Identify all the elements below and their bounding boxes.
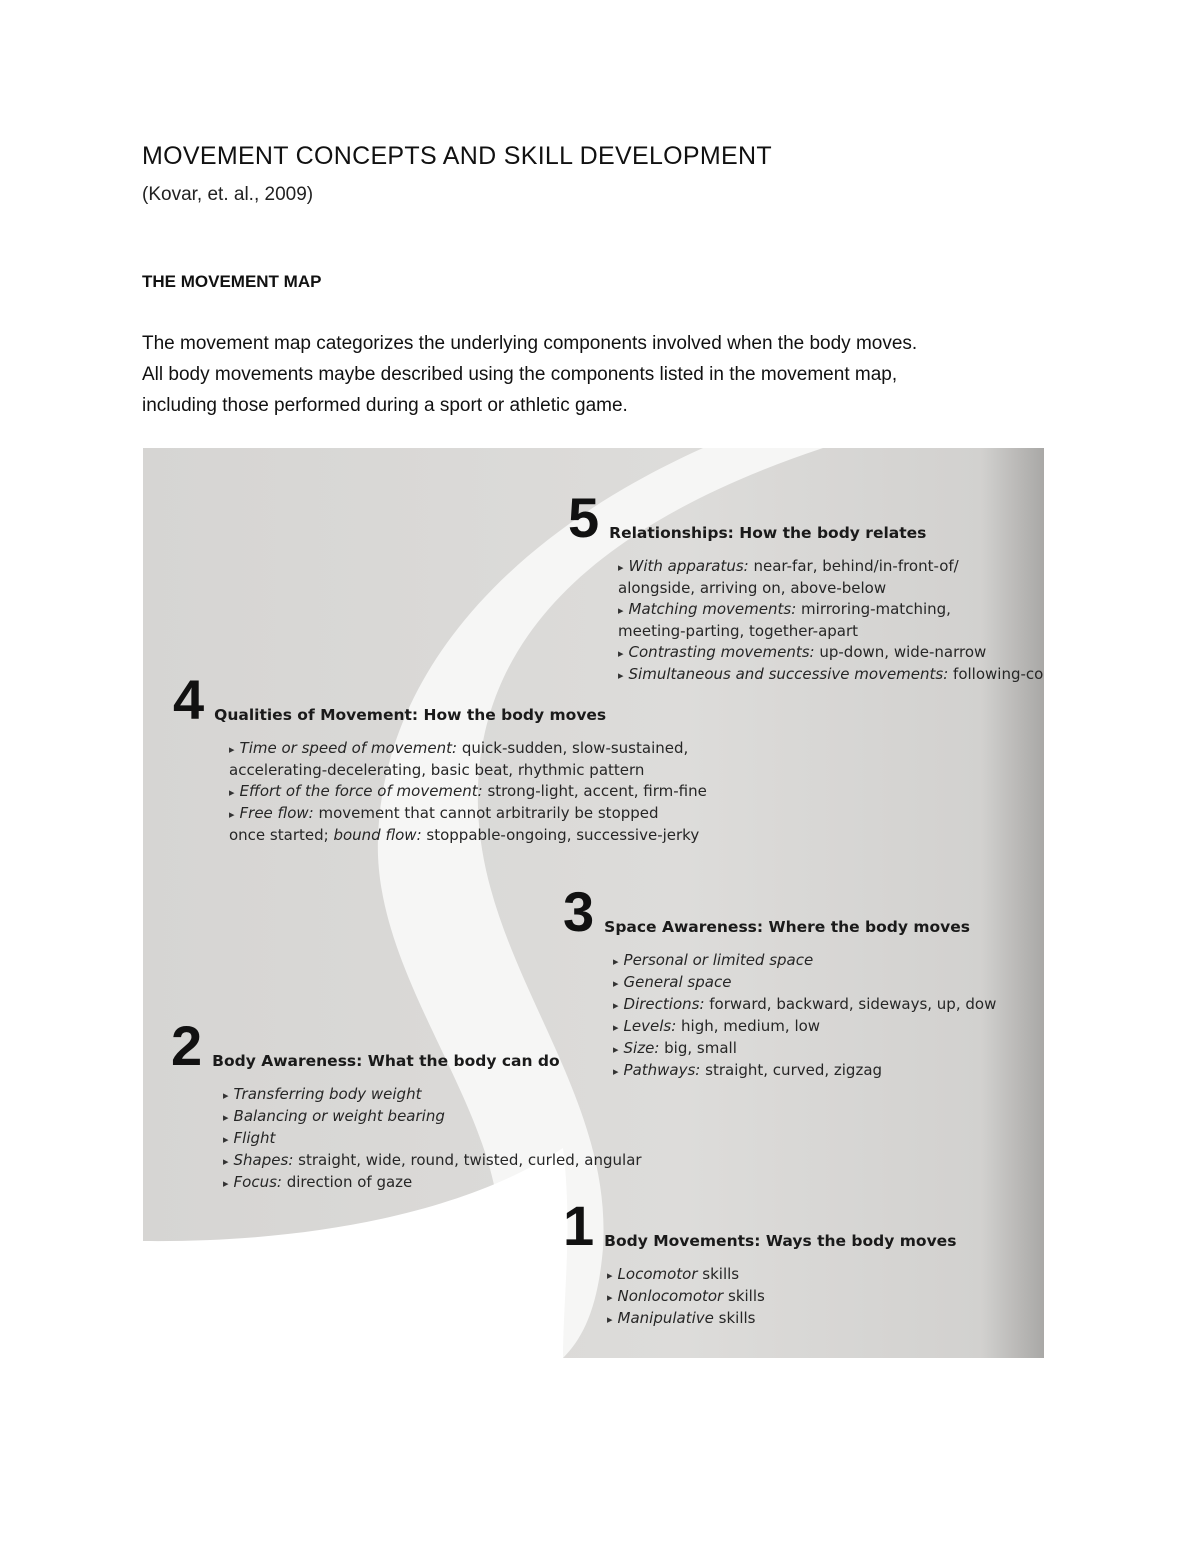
- intro-line: including those performed during a sport or athletic game.: [142, 395, 628, 416]
- list-item: ▸ Directions: forward, backward, sideways, up, dow: [613, 994, 996, 1016]
- list-item: ▸ Size: big, small: [613, 1038, 996, 1060]
- component-number: 4: [173, 668, 205, 731]
- intro-line: All body movements maybe described using the components listed in the movement map,: [142, 364, 898, 385]
- component-item-list: [229, 738, 707, 846]
- component-heading: Body Awareness: What the body can do: [212, 1052, 560, 1070]
- component-number: 3: [563, 880, 595, 943]
- list-item: ▸ Flight: [223, 1128, 642, 1150]
- component-heading: Body Movements: Ways the body moves: [604, 1232, 957, 1250]
- list-item: ▸ Nonlocomotor skills: [607, 1286, 956, 1308]
- component-heading: Qualities of Movement: How the body moves: [214, 706, 607, 724]
- citation: (Kovar, et. al., 2009): [142, 184, 314, 205]
- section-heading: THE MOVEMENT MAP: [142, 272, 322, 291]
- list-item: ▸ General space: [613, 972, 996, 994]
- component-number: 1: [563, 1194, 595, 1257]
- list-item: ▸ Manipulative skills: [607, 1308, 956, 1330]
- list-item: ▸ Shapes: straight, wide, round, twisted, curled, angular: [223, 1150, 642, 1172]
- component-item-list: [618, 556, 1043, 686]
- intro-paragraph: [142, 328, 1102, 421]
- component-heading: Space Awareness: Where the body moves: [604, 918, 971, 936]
- list-item: ▸ Focus: direction of gaze: [223, 1172, 642, 1194]
- list-item: ▸ Time or speed of movement: quick-sudden, slow-sustained, accelerating-decelerating, basic beat, rhythmic pattern: [229, 738, 707, 781]
- list-item: ▸ Locomotor skills: [607, 1264, 956, 1286]
- list-item: ▸ Pathways: straight, curved, zigzag: [613, 1060, 996, 1082]
- movement-map-figure: [143, 448, 1044, 1358]
- list-item: ▸ Transferring body weight: [223, 1084, 642, 1106]
- component-heading: Relationships: How the body relates: [609, 524, 927, 542]
- list-item: ▸ Simultaneous and successive movements: following-co: [618, 664, 1043, 686]
- list-item: ▸ Effort of the force of movement: strong-light, accent, firm-fine: [229, 781, 707, 803]
- list-item: ▸ Personal or limited space: [613, 950, 996, 972]
- list-item: ▸ Balancing or weight bearing: [223, 1106, 642, 1128]
- component-5-relationships: [568, 486, 1044, 686]
- component-item-list: [607, 1264, 956, 1330]
- list-item: ▸ Contrasting movements: up-down, wide-narrow: [618, 642, 1043, 664]
- list-item: ▸ Free flow: movement that cannot arbitrarily be stopped once started; bound flow: stoppable-ongoing, successive-jerky: [229, 803, 707, 846]
- intro-line: The movement map categorizes the underlying components involved when the body moves.: [142, 333, 918, 354]
- component-item-list: [223, 1084, 642, 1194]
- list-item: ▸ Levels: high, medium, low: [613, 1016, 996, 1038]
- component-number: 5: [568, 486, 600, 549]
- component-item-list: [613, 950, 996, 1082]
- list-item: ▸ Matching movements: mirroring-matching, meeting-parting, together-apart: [618, 599, 1043, 642]
- list-item: ▸ With apparatus: near-far, behind/in-front-of/ alongside, arriving on, above-below: [618, 556, 1043, 599]
- component-1-body-movements: [563, 1194, 957, 1330]
- component-4-qualities-of-movement: [173, 668, 707, 846]
- component-2-body-awareness: [171, 1014, 642, 1194]
- document-title: MOVEMENT CONCEPTS AND SKILL DEVELOPMENT: [142, 142, 772, 170]
- component-number: 2: [171, 1014, 203, 1077]
